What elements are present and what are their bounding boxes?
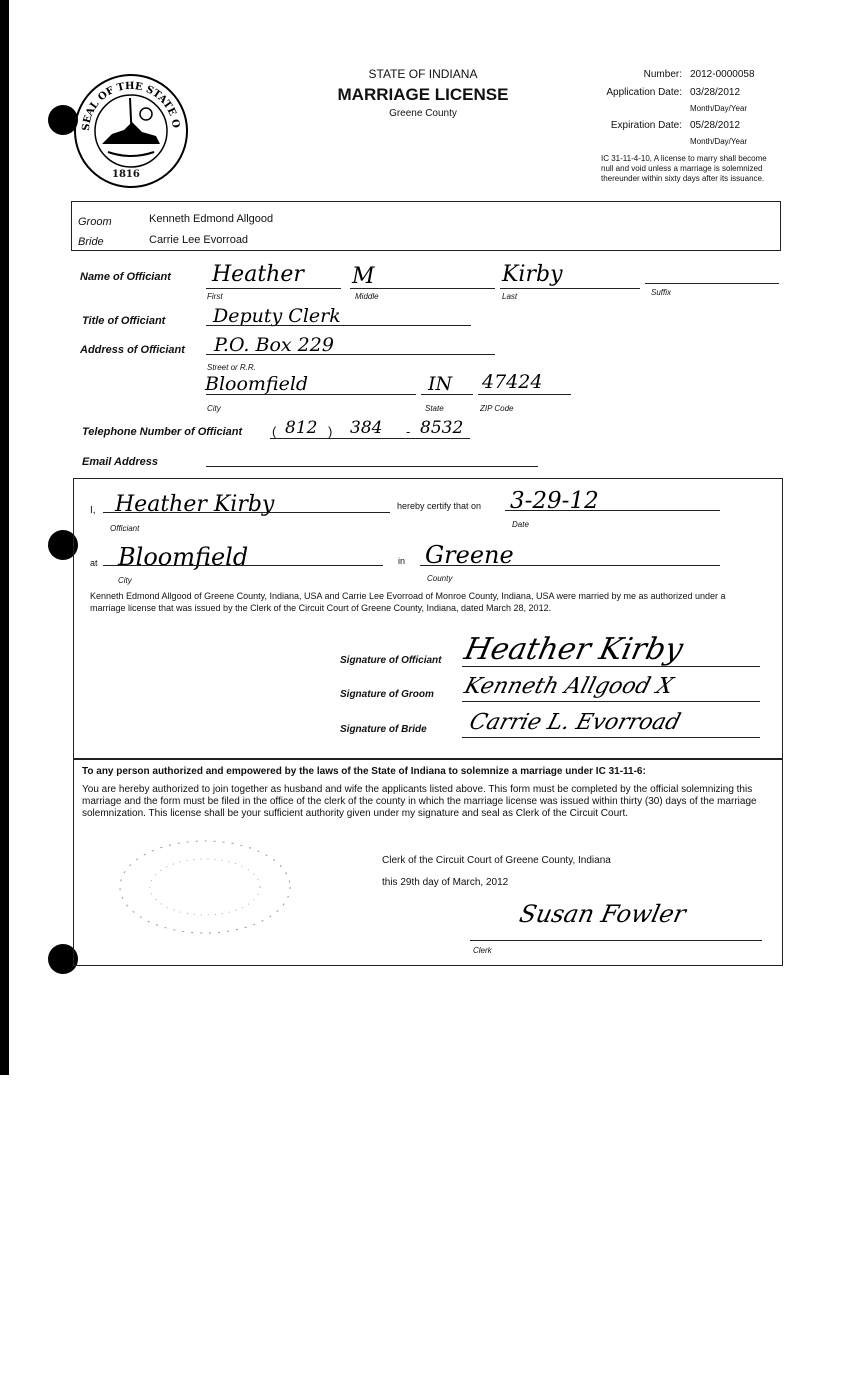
- officiant-name-label: Name of Officiant: [80, 271, 171, 283]
- phone-line: 8532: [420, 418, 464, 438]
- officiant-middle: M: [352, 264, 375, 289]
- phone-area: 812: [285, 418, 318, 438]
- authorization-body: You are hereby authorized to join together as husband and wife the applicants listed above. This form must be completed by the official solemnizing this marriage and the form must be filed in the office of the clerk of the county in which the marriage license was issued within thirty (30) days of the marriage solemnization. This license shall be your sufficient authority given under my signature and seal as Clerk of the Circuit Court.: [82, 784, 757, 819]
- header-title: MARRIAGE LICENSE: [337, 85, 509, 104]
- zip-caption: ZIP Code: [480, 404, 514, 413]
- email-line: [206, 466, 538, 467]
- middle-caption: Middle: [355, 292, 379, 301]
- officiant-zip: 47424: [482, 371, 543, 393]
- phone-open-paren: (: [272, 424, 277, 439]
- cert-officiant-line: [103, 512, 390, 513]
- cert-date: 3-29-12: [510, 488, 599, 514]
- expiration-date-label: Expiration Date:: [610, 120, 682, 131]
- cert-officiant-name: Heather Kirby: [115, 492, 275, 517]
- scan-edge: [0, 0, 9, 1075]
- statute-note: IC 31-11-4-10, A license to marry shall become null and void unless a marriage is solemnized thereunder within sixty days after its issuance.: [601, 154, 767, 183]
- suffix-caption: Suffix: [651, 288, 672, 297]
- sig-groom: Kenneth Allgood X: [461, 674, 676, 699]
- officiant-city: Bloomfield: [205, 373, 309, 395]
- officiant-address-label: Address of Officiant: [80, 344, 185, 356]
- groom-name: Kenneth Edmond Allgood: [149, 213, 274, 225]
- street-line: [206, 354, 495, 355]
- clerk-line: Clerk of the Circuit Court of Greene County, Indiana: [382, 855, 611, 866]
- sig-bride-line: [462, 737, 760, 738]
- cert-county: Greene: [425, 541, 514, 569]
- phone-close-paren: ): [328, 424, 333, 439]
- sig-officiant-line: [462, 666, 760, 667]
- sig-groom-line: [462, 701, 760, 702]
- middle-line: [350, 288, 495, 289]
- suffix-line: [645, 283, 779, 284]
- seal-impression: [110, 835, 300, 940]
- officiant-first: Heather: [212, 262, 304, 287]
- city-caption: City: [207, 404, 221, 413]
- expiration-date-format: Month/Day/Year: [690, 137, 748, 146]
- header-county: Greene County: [389, 108, 457, 119]
- cert-certify-text: hereby certify that on: [397, 501, 482, 511]
- cert-at-label: at: [90, 558, 98, 568]
- seal-year: 1816: [112, 169, 140, 180]
- sig-officiant: Heather Kirby: [461, 632, 687, 667]
- license-number-label: Number:: [643, 69, 682, 80]
- state-line: [421, 394, 473, 395]
- sig-bride: Carrie L. Evorroad: [466, 710, 684, 735]
- cert-county-line: [420, 565, 720, 566]
- email-label: Email Address: [82, 456, 159, 468]
- cert-city-line: [103, 565, 383, 566]
- clerk-signature-line: [470, 940, 762, 941]
- application-date-label: Application Date:: [606, 87, 682, 98]
- officiant-title: Deputy Clerk: [213, 305, 341, 327]
- sig-bride-label: Signature of Bride: [340, 724, 427, 735]
- street-caption: Street or R.R.: [207, 363, 256, 372]
- officiant-street: P.O. Box 229: [214, 334, 334, 356]
- groom-label: Groom: [78, 216, 112, 228]
- header-state: STATE OF INDIANA: [368, 67, 478, 81]
- last-line: [500, 288, 640, 289]
- officiant-state: IN: [428, 373, 453, 395]
- city-line: [206, 394, 416, 395]
- cert-date-caption: Date: [512, 520, 529, 529]
- state-caption: State: [425, 404, 444, 413]
- sig-groom-label: Signature of Groom: [340, 689, 434, 700]
- phone-dash: -: [406, 424, 411, 439]
- cert-city: Bloomfield: [118, 543, 249, 571]
- cert-i-label: I,: [90, 505, 96, 516]
- date-line: this 29th day of March, 2012: [382, 877, 509, 888]
- phone-line-rule: [270, 438, 470, 439]
- first-line: [206, 288, 341, 289]
- clerk-signature: Susan Fowler: [517, 900, 689, 928]
- officiant-title-label: Title of Officiant: [82, 315, 166, 327]
- expiration-date: 05/28/2012: [690, 120, 741, 131]
- state-seal: [72, 72, 190, 190]
- application-date-format: Month/Day/Year: [690, 104, 748, 113]
- cert-statement: Kenneth Edmond Allgood of Greene County, Indiana, USA and Carrie Lee Evorroad of Monroe County, Indiana, USA were married by me as authorized under a marriage license that was issued by the Clerk of the Circuit Court of Greene County, Indiana, dated March 28, 2012.: [90, 591, 726, 613]
- application-date: 03/28/2012: [690, 87, 741, 98]
- svg-text:SEAL OF THE STATE OF INDIANA: [72, 72, 181, 131]
- last-caption: Last: [502, 292, 518, 301]
- bride-label: Bride: [78, 236, 104, 248]
- bride-name: Carrie Lee Evorroad: [149, 234, 249, 246]
- license-number: 2012-0000058: [690, 69, 755, 80]
- zip-line: [478, 394, 571, 395]
- clerk-caption: Clerk: [473, 946, 492, 955]
- cert-city-caption: City: [118, 576, 132, 585]
- cert-officiant-caption: Officiant: [110, 524, 140, 533]
- first-caption: First: [207, 292, 223, 301]
- title-line: [206, 325, 471, 326]
- cert-county-caption: County: [427, 574, 453, 583]
- sig-officiant-label: Signature of Officiant: [340, 655, 442, 666]
- cert-date-line: [505, 510, 720, 511]
- authorization-heading: To any person authorized and empowered by the laws of the State of Indiana to solemnize a marriage under IC 31-11-6:: [82, 766, 646, 777]
- seal-text: SEAL OF THE STATE O: [80, 80, 182, 132]
- phone-prefix: 384: [350, 418, 383, 438]
- officiant-last: Kirby: [502, 262, 563, 287]
- cert-in-label: in: [398, 556, 406, 566]
- officiant-phone-label: Telephone Number of Officiant: [82, 426, 243, 438]
